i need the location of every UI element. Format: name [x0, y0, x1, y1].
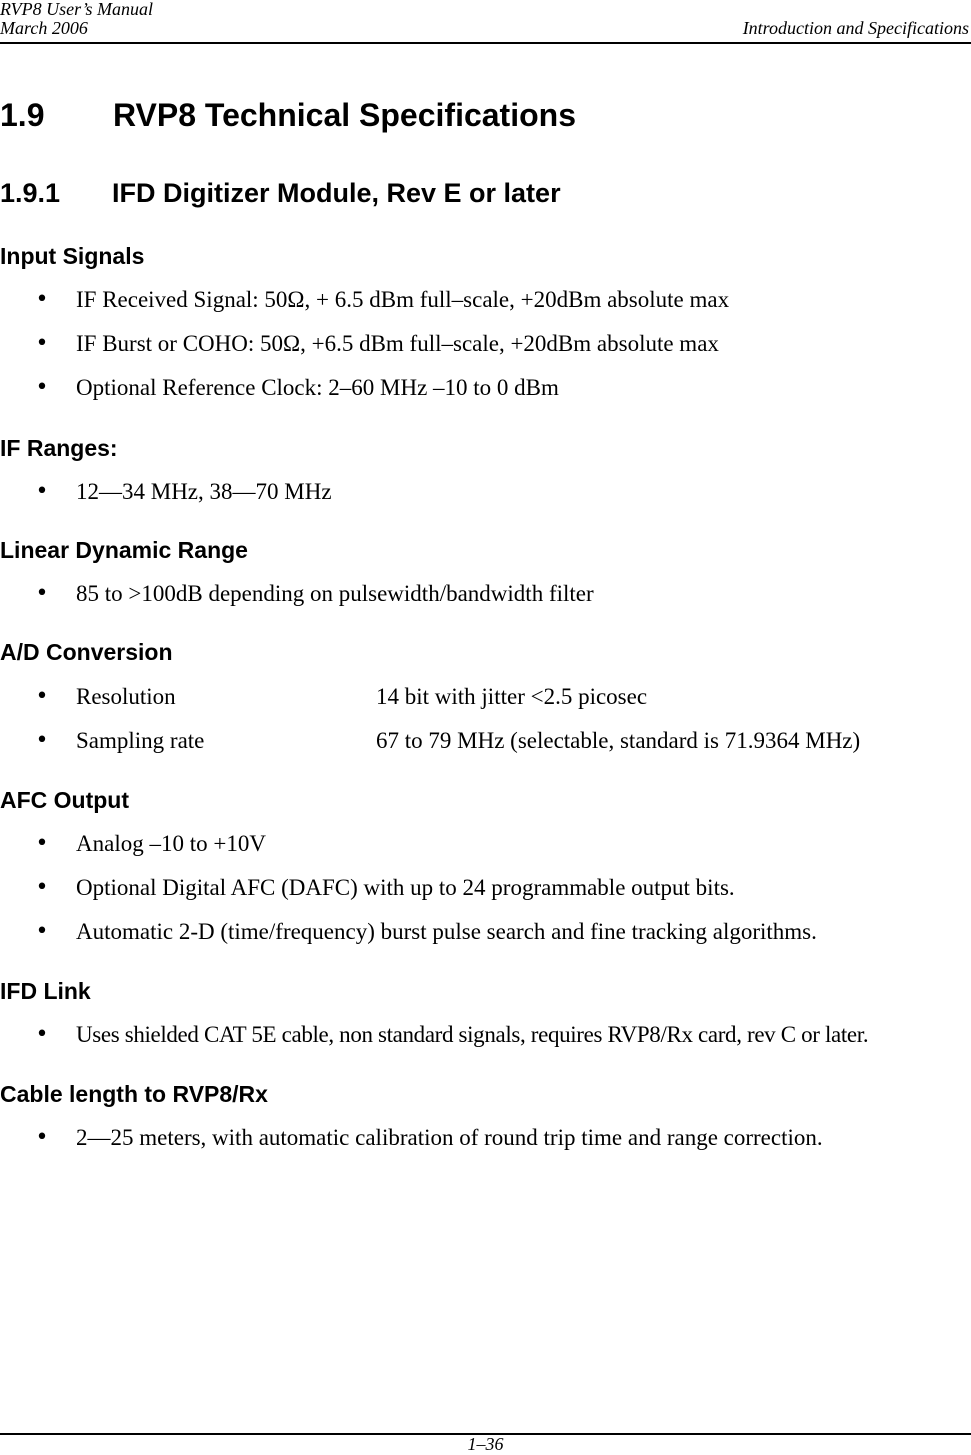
subsection-number: 1.9.1	[0, 178, 61, 208]
list-item-text: 12—34 MHz, 38—70 MHz	[76, 479, 332, 504]
subsection-heading	[0, 176, 561, 210]
bullet-icon: •	[35, 581, 49, 606]
list-item-text: IF Received Signal: 50Ω, + 6.5 dBm full–scale, +20dBm absolute max	[76, 287, 730, 312]
spec-value: 14 bit with jitter <2.5 picosec	[376, 684, 648, 709]
spec-label: Resolution	[76, 684, 176, 709]
section-title: RVP8 Technical Specifications	[113, 97, 576, 133]
ad-conversion-heading: A/D Conversion	[0, 639, 173, 665]
linear-dynamic-range-heading: Linear Dynamic Range	[0, 537, 248, 563]
running-header-left	[0, 0, 153, 38]
bullet-icon: •	[35, 287, 49, 312]
ifd-link-heading: IFD Link	[0, 978, 91, 1004]
list-item-text: Optional Reference Clock: 2–60 MHz –10 to 0 dBm	[76, 375, 559, 400]
if-ranges-heading: IF Ranges:	[0, 435, 118, 461]
bullet-icon: •	[35, 1022, 49, 1047]
bullet-icon: •	[35, 375, 49, 400]
spec-label: Sampling rate	[76, 728, 205, 753]
spec-value: 67 to 79 MHz (selectable, standard is 71.9364 MHz)	[376, 728, 861, 753]
header-divider	[0, 42, 971, 44]
list-item-text: 85 to >100dB depending on pulsewidth/bandwidth filter	[76, 581, 594, 606]
bullet-icon: •	[35, 331, 49, 356]
header-date: March 2006	[0, 18, 88, 38]
input-signals-heading: Input Signals	[0, 243, 145, 269]
section-heading	[0, 95, 576, 135]
cable-length-heading: Cable length to RVP8/Rx	[0, 1081, 268, 1107]
list-item-text: 2—25 meters, with automatic calibration of round trip time and range correction.	[76, 1125, 823, 1150]
list-item-text: Analog –10 to +10V	[76, 831, 266, 856]
page-number: 1–36	[467, 1434, 504, 1454]
bullet-icon: •	[35, 479, 49, 504]
list-item-text: IF Burst or COHO: 50Ω, +6.5 dBm full–scale, +20dBm absolute max	[76, 331, 719, 356]
header-doc-title: RVP8 User’s Manual	[0, 0, 153, 19]
bullet-icon: •	[35, 1125, 49, 1150]
bullet-icon: •	[35, 919, 49, 944]
bullet-icon: •	[35, 728, 49, 753]
header-chapter: Introduction and Specifications	[742, 18, 969, 38]
list-item-text: Uses shielded CAT 5E cable, non standard signals, requires RVP8/Rx card, rev C or later.	[76, 1022, 869, 1047]
list-item-text: Optional Digital AFC (DAFC) with up to 24 programmable output bits.	[76, 875, 735, 900]
bullet-icon: •	[35, 831, 49, 856]
subsection-title: IFD Digitizer Module, Rev E or later	[112, 178, 561, 208]
bullet-icon: •	[35, 875, 49, 900]
section-number: 1.9	[0, 97, 45, 133]
list-item-text: Automatic 2-D (time/frequency) burst pulse search and fine tracking algorithms.	[76, 919, 817, 944]
bullet-icon: •	[35, 684, 49, 709]
afc-output-heading: AFC Output	[0, 787, 130, 813]
